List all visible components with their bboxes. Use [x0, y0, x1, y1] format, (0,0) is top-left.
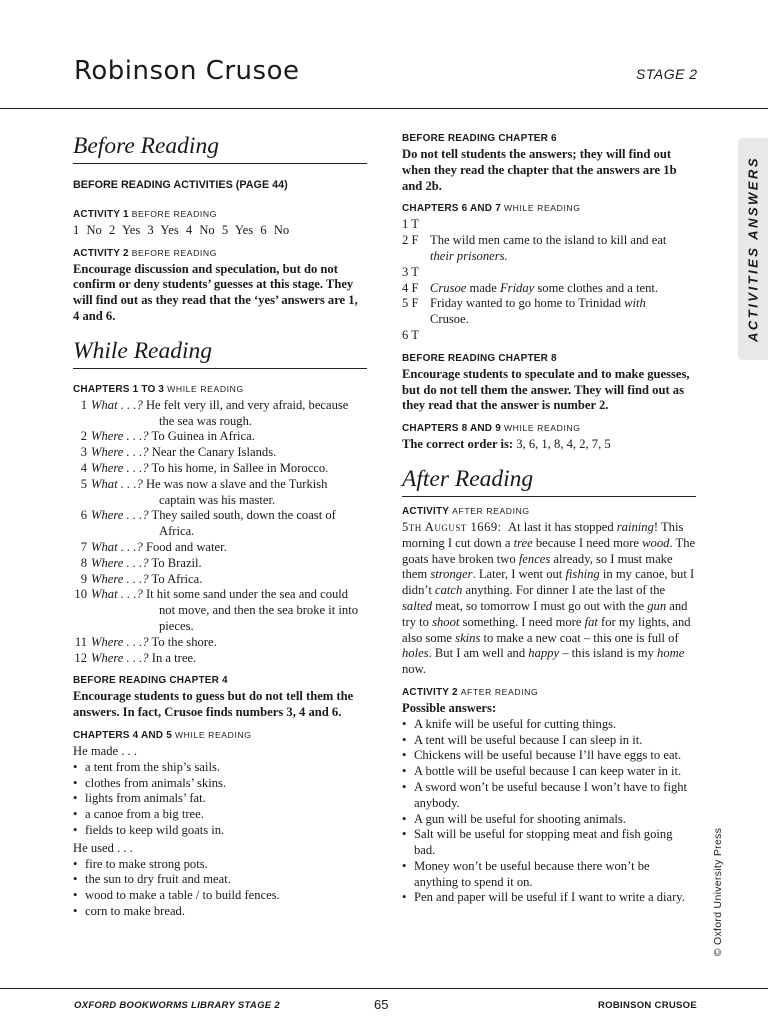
he-made-label: He made . . .	[73, 743, 137, 758]
chapters-8-9-subhead: CHAPTERS 8 AND 9 WHILE READING	[402, 423, 581, 435]
before-chapter6-subhead: BEFORE READING CHAPTER 6	[402, 133, 557, 144]
list-item: 1 T	[402, 217, 419, 232]
used-list	[73, 857, 367, 920]
chapters-6-7-subhead: CHAPTERS 6 AND 7 WHILE READING	[402, 203, 581, 215]
list-item: 6 Where . . .? They sailed south, down the coast of Africa.	[80, 508, 336, 539]
list-item: • a tent from the ship’s sails.	[73, 760, 367, 776]
page-number: 65	[374, 997, 389, 1012]
he-used-label: He used . . .	[73, 840, 133, 855]
header-divider	[0, 108, 768, 109]
list-item: 11 Where . . .? To the shore.	[74, 634, 217, 649]
made-list	[73, 760, 367, 839]
list-item: • Money won’t be useful because there won’t be anything to spend it on.	[402, 859, 696, 891]
while-reading-heading: While Reading	[73, 337, 367, 369]
list-item: 7 What . . .? Food and water.	[80, 539, 227, 554]
list-item: 6 T	[402, 327, 419, 342]
chapters-1-3-list	[73, 398, 367, 667]
possible-answers-list	[402, 717, 696, 907]
list-item: 1 What . . .? He felt very ill, and very afraid, because the sea was rough.	[80, 397, 349, 428]
list-item: 5 What . . .? He was now a slave and the Turkish captain was his master.	[80, 476, 328, 507]
left-column	[73, 128, 367, 922]
activity1-subhead: ACTIVITY 1 BEFORE READING	[73, 208, 217, 220]
before-chapter8-text: Encourage students to speculate and to make guesses, but do not tell them the answer. They will find out as they read that the answer is number 2.	[402, 366, 690, 413]
list-item: • corn to make bread.	[73, 904, 367, 920]
after-activity-subhead: ACTIVITY AFTER READING	[402, 505, 530, 517]
side-tab-label: ACTIVITIES ANSWERS	[745, 155, 761, 343]
list-item: 5 F Friday wanted to go home to Trinidad with Crusoe.	[402, 296, 646, 327]
list-item: • a canoe from a big tree.	[73, 807, 367, 823]
right-column	[402, 132, 696, 908]
list-item: • clothes from animals’ skins.	[73, 776, 367, 792]
before-chapter4-subhead: BEFORE READING CHAPTER 4	[73, 675, 228, 687]
list-item: 9 Where . . .? To Africa.	[80, 571, 203, 586]
chapters-1-3-subhead: CHAPTERS 1 TO 3 WHILE READING	[73, 383, 244, 395]
page-title: Robinson Crusoe	[74, 56, 300, 86]
activity2-text: Encourage discussion and speculation, but do not confirm or deny students’ guesses at this stage. They will find out as they read that the ‘yes’ answers are 1, 4 and 6.	[73, 261, 358, 323]
list-item: • A tent will be useful because I can sleep in it.	[402, 733, 696, 749]
chapters-8-9-order: The correct order is: 3, 6, 1, 8, 4, 2, 7, 5	[402, 437, 611, 452]
list-item: 3 T	[402, 264, 419, 279]
before-reading-heading: Before Reading	[73, 132, 367, 164]
list-item: • Chickens will be useful because I’ll have eggs to eat.	[402, 748, 696, 764]
list-item: 4 Where . . .? To his home, in Sallee in Morocco.	[80, 460, 329, 475]
footer-book-title: ROBINSON CRUSOE	[598, 1000, 697, 1011]
list-item: • Pen and paper will be useful if I want to write a diary.	[402, 890, 696, 906]
copyright-notice: © Oxford University Press	[712, 827, 724, 957]
list-item: 2 Where . . .? To Guinea in Africa.	[80, 429, 255, 444]
list-item: • A bottle will be useful because I can keep water in it.	[402, 764, 696, 780]
after-activity2-subhead: ACTIVITY 2 AFTER READING	[402, 686, 539, 698]
activity1-answers: 1 No 2 Yes 3 Yes 4 No 5 Yes 6 No	[73, 222, 290, 237]
list-item: • Salt will be useful for stopping meat and fish going bad.	[402, 827, 696, 859]
list-item: • fire to make strong pots.	[73, 857, 367, 873]
list-item: • the sun to dry fruit and meat.	[73, 872, 367, 888]
diary-entry: 5th August 1669: At last it has stopped raining! This morning I cut down a tree because I need more wood. The goats have broken two fences already, so I must make them stronger. Later, I went out fishing in my canoe, but I didn’t catch anything. For dinner I ate the last of the salted meat, so tomorrow I must go out with the gun and try to shoot something. I need more fat for my lights, and also some skins to make a new coat – this one is full of holes. But I am well and happy – this island is my home now.	[402, 519, 696, 677]
list-item: 10 What . . .? It hit some sand under the sea and could not move, and then the sea broke it into pieces.	[74, 587, 359, 633]
footer-divider	[0, 988, 768, 989]
possible-answers-label: Possible answers:	[402, 700, 497, 715]
list-item: • wood to make a table / to build fences.	[73, 888, 367, 904]
list-item: • lights from animals’ fat.	[73, 791, 367, 807]
list-item: 4 F Crusoe made Friday some clothes and a tent.	[402, 280, 659, 295]
chapters-6-7-list	[402, 217, 696, 343]
list-item: • A sword won’t be useful because I won’t have to fight anybody.	[402, 780, 696, 812]
before-reading-activities-subhead: BEFORE READING ACTIVITIES (PAGE 44)	[73, 179, 288, 191]
before-chapter4-text: Encourage students to guess but do not tell them the answers. In fact, Crusoe finds numbers 3, 4 and 6.	[73, 689, 354, 720]
list-item: 3 Where . . .? Near the Canary Islands.	[80, 445, 277, 460]
after-reading-heading: After Reading	[402, 465, 696, 497]
activity2-subhead: ACTIVITY 2 BEFORE READING	[73, 247, 217, 259]
list-item: 12 Where . . .? In a tree.	[74, 650, 197, 665]
before-chapter8-subhead: BEFORE READING CHAPTER 8	[402, 352, 557, 364]
list-item: 2 F The wild men came to the island to kill and eat their prisoners.	[402, 233, 667, 263]
footer-series: OXFORD BOOKWORMS LIBRARY STAGE 2	[74, 1000, 280, 1011]
list-item: • A knife will be useful for cutting things.	[402, 717, 696, 733]
chapters-4-5-subhead: CHAPTERS 4 AND 5 WHILE READING	[73, 729, 252, 741]
list-item: • A gun will be useful for shooting animals.	[402, 812, 696, 828]
before-chapter6-text: Do not tell students the answers; they will find out when they read the chapter that the answers are 1b and 2b.	[402, 147, 677, 193]
stage-label: STAGE 2	[636, 66, 698, 82]
list-item: • fields to keep wild goats in.	[73, 823, 367, 839]
list-item: 8 Where . . .? To Brazil.	[80, 555, 202, 570]
